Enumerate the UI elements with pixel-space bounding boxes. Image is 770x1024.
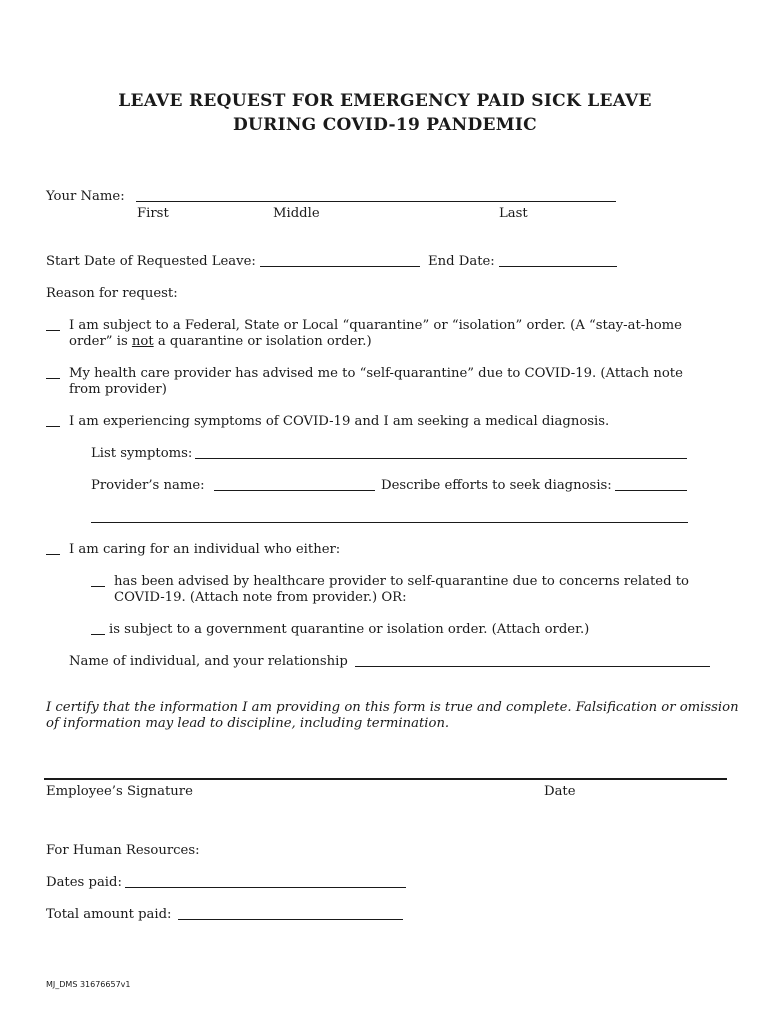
quarantine-order-checkbox[interactable] <box>46 318 60 331</box>
signature-date-label: Date <box>544 784 576 799</box>
self-quarantine-checkbox[interactable] <box>46 366 60 379</box>
dates-paid-label: Dates paid: <box>46 875 122 890</box>
caring-for-individual-checkbox[interactable] <box>46 542 60 555</box>
end-date-label: End Date: <box>428 254 495 269</box>
end-date-field[interactable] <box>499 254 617 267</box>
reason-label: Reason for request: <box>46 286 178 301</box>
document-id: MJ_DMS 31676657v1 <box>46 980 131 989</box>
healthcare-advised-checkbox[interactable] <box>91 574 105 587</box>
diagnosis-efforts-label: Describe efforts to seek diagnosis: <box>381 478 612 493</box>
government-order-text: is subject to a government quarantine or isolation order. (Attach order.) <box>109 622 590 637</box>
middle-name-caption: Middle <box>273 206 320 221</box>
last-name-caption: Last <box>499 206 528 221</box>
diagnosis-efforts-field-continued[interactable] <box>91 510 688 523</box>
certification-text-2: of information may lead to discipline, including termination. <box>46 716 450 731</box>
list-symptoms-label: List symptoms: <box>91 446 193 461</box>
list-symptoms-field[interactable] <box>195 446 687 459</box>
total-amount-label: Total amount paid: <box>46 907 172 922</box>
government-order-checkbox[interactable] <box>91 622 105 635</box>
self-quarantine-text-2: from provider) <box>69 382 167 397</box>
relationship-label: Name of individual, and your relationship <box>69 654 348 669</box>
employee-signature-label: Employee’s Signature <box>46 784 193 799</box>
dates-paid-field[interactable] <box>125 875 406 888</box>
quarantine-order-text-2: order” is not a quarantine or isolation order.) <box>69 334 372 349</box>
provider-name-label: Provider’s name: <box>91 478 205 493</box>
total-amount-field[interactable] <box>178 907 403 920</box>
caring-for-individual-text: I am caring for an individual who either: <box>69 542 341 557</box>
healthcare-advised-text-1: has been advised by healthcare provider to self-quarantine due to concerns related to <box>114 574 689 589</box>
your-name-field[interactable] <box>136 189 616 202</box>
signature-line[interactable] <box>44 778 727 780</box>
start-date-field[interactable] <box>260 254 420 267</box>
certification-text-1: I certify that the information I am providing on this form is true and complete. Falsification or omission <box>46 700 739 715</box>
form-title-line-2: DURING COVID-19 PANDEMIC <box>233 115 537 135</box>
quarantine-order-text-1: I am subject to a Federal, State or Local “quarantine” or “isolation” order. (A “stay-at-home <box>69 318 682 333</box>
first-name-caption: First <box>137 206 169 221</box>
healthcare-advised-text-2: COVID-19. (Attach note from provider.) OR: <box>114 590 407 605</box>
relationship-field[interactable] <box>355 654 710 667</box>
your-name-label: Your Name: <box>46 189 125 204</box>
symptoms-checkbox[interactable] <box>46 414 60 427</box>
human-resources-heading: For Human Resources: <box>46 843 200 858</box>
provider-name-field[interactable] <box>214 478 375 491</box>
start-date-label: Start Date of Requested Leave: <box>46 254 256 269</box>
form-title-line-1: LEAVE REQUEST FOR EMERGENCY PAID SICK LEAVE <box>118 91 652 111</box>
symptoms-text: I am experiencing symptoms of COVID-19 and I am seeking a medical diagnosis. <box>69 414 610 429</box>
self-quarantine-text-1: My health care provider has advised me to “self-quarantine” due to COVID-19. (Attach note <box>69 366 683 381</box>
diagnosis-efforts-field[interactable] <box>615 478 687 491</box>
